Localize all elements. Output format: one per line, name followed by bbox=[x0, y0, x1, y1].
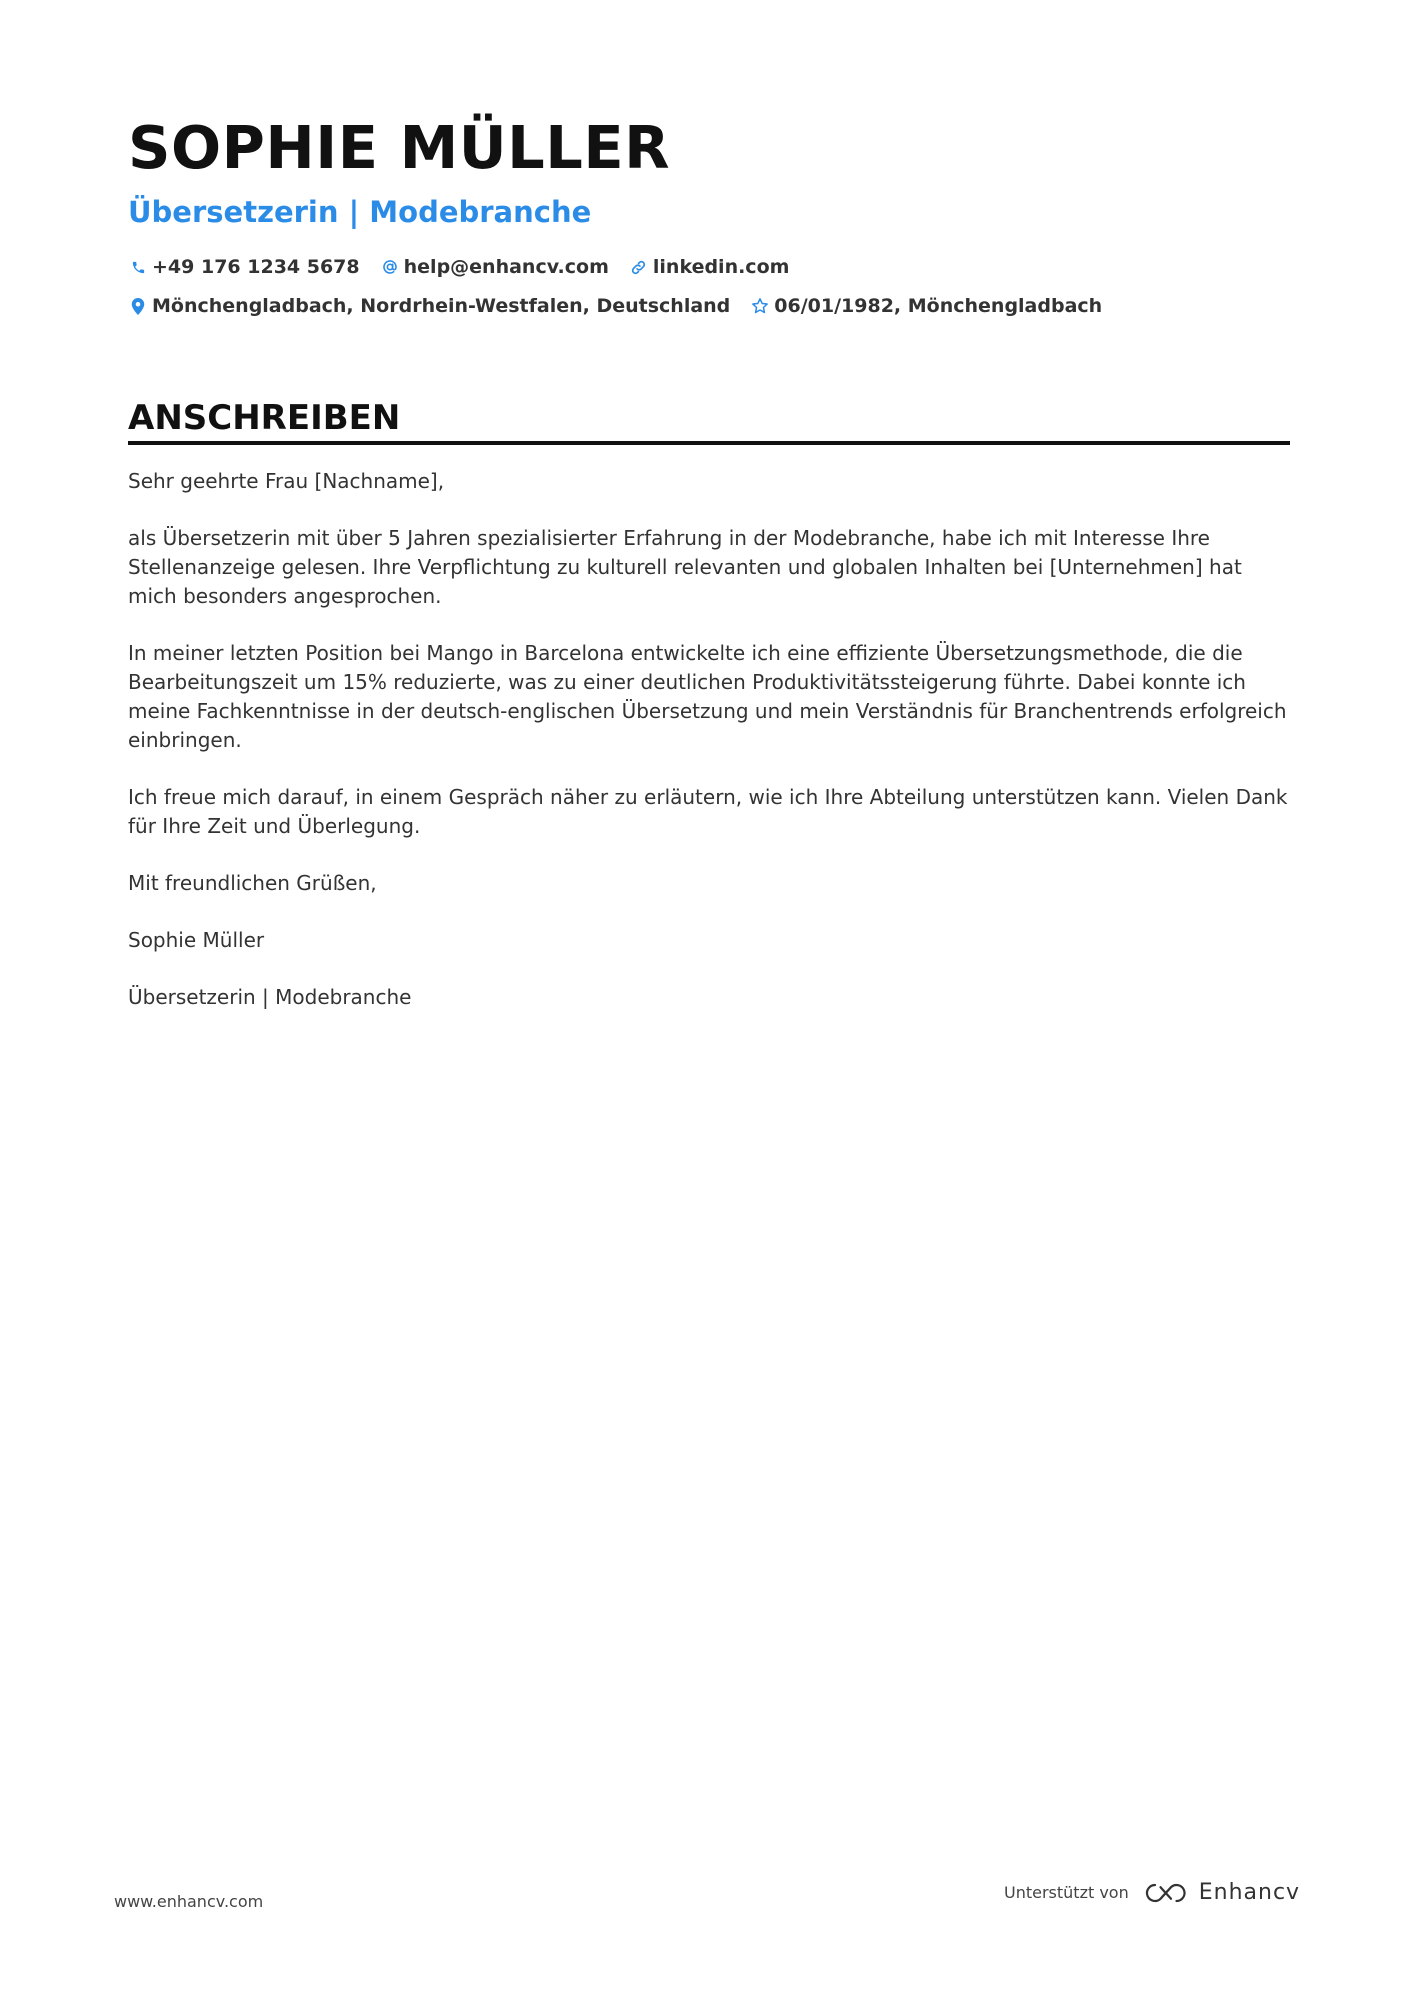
contact-row-2 bbox=[128, 293, 1290, 319]
applicant-title: Übersetzerin | Modebranche bbox=[128, 195, 592, 229]
cover-letter-page bbox=[128, 110, 1290, 1040]
phone-icon bbox=[128, 257, 148, 277]
contact-phone bbox=[128, 254, 360, 280]
contact-email bbox=[380, 254, 609, 280]
letter-paragraph-2: In meiner letzten Position bei Mango in Barcelona entwickelte ich eine effiziente Übersetzungsmethode, die die Bearbeitungszeit um 15% reduzierte, was zu einer deutlichen Produktivitätssteigerung führte. Dabei konnte ich meine Fachkenntnisse in der deutsch-englischen Übersetzung und mein Verständnis für Branchentrends erfolgreich einbringen. bbox=[128, 641, 1287, 752]
letter-paragraph-3: Ich freue mich darauf, in einem Gespräch näher zu erläutern, wie ich Ihre Abteilung unterstützen kann. Vielen Dank für Ihre Zeit und Überlegung. bbox=[128, 785, 1288, 838]
star-icon bbox=[750, 296, 770, 316]
email-text: help@enhancv.com bbox=[403, 256, 609, 278]
letter-paragraph-1: als Übersetzerin mit über 5 Jahren spezialisierter Erfahrung in der Modebranche, habe ich mit Interesse Ihre Stellenanzeige gelesen. Ihre Verpflichtung zu kulturell relevanten und globalen Inhalten bei [Unternehmen] hat mich besonders angesprochen. bbox=[128, 526, 1242, 608]
at-icon bbox=[380, 257, 400, 277]
enhancv-logo-icon bbox=[1143, 1881, 1189, 1905]
contact-birth bbox=[750, 293, 1102, 319]
brand-name: Enhancv bbox=[1198, 1880, 1301, 1905]
location-text: Mönchengladbach, Nordrhein-Westfalen, Deutschland bbox=[152, 295, 731, 317]
birth-text: 06/01/1982, Mönchengladbach bbox=[774, 295, 1103, 317]
contact-location bbox=[128, 293, 730, 319]
section-divider bbox=[128, 441, 1290, 445]
closing: Mit freundlichen Grüßen, bbox=[128, 871, 377, 895]
website-text: linkedin.com bbox=[652, 256, 790, 278]
signature-title: Übersetzerin | Modebranche bbox=[128, 985, 412, 1009]
location-pin-icon bbox=[128, 296, 148, 316]
phone-text: +49 176 1234 5678 bbox=[152, 256, 360, 278]
letter-body bbox=[128, 467, 1290, 1012]
link-icon bbox=[629, 257, 649, 277]
salutation: Sehr geehrte Frau [Nachname], bbox=[128, 469, 445, 493]
applicant-name: SOPHIE MÜLLER bbox=[128, 113, 671, 182]
contact-website bbox=[629, 254, 790, 280]
signature-name: Sophie Müller bbox=[128, 928, 265, 952]
section-title: ANSCHREIBEN bbox=[128, 398, 401, 438]
powered-by-label: Unterstützt von bbox=[1004, 1883, 1129, 1902]
footer-website[interactable]: www.enhancv.com bbox=[114, 1892, 264, 1911]
contact-row-1 bbox=[128, 254, 1290, 280]
footer-branding bbox=[1004, 1880, 1300, 1905]
